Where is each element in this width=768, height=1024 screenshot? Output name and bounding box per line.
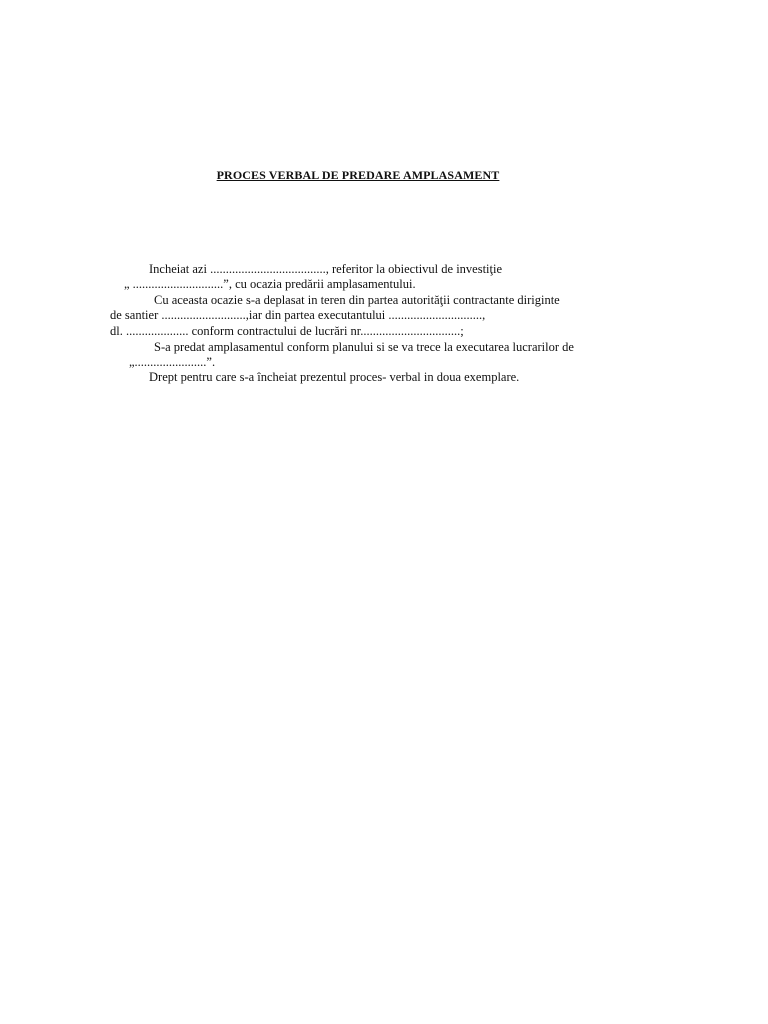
body-line: „.......................”. [129,355,216,369]
body-line: S-a predat amplasamentul conform planului si se va trece la executarea lucrarilor de [154,340,574,354]
body-line: dl. .................... conform contractului de lucrări nr................................; [110,324,464,338]
body-line: „ .............................”, cu ocazia predării amplasamentului. [124,277,416,291]
body-line: de santier ...........................,iar din partea executantului .............................., [110,308,486,322]
body-line: Cu aceasta ocazie s-a deplasat in teren din partea autorităţii contractante diriginte [154,293,560,307]
document-title: PROCES VERBAL DE PREDARE AMPLASAMENT [216,168,500,182]
body-line: Incheiat azi ....................................., referitor la obiectivul de investiţie [149,262,503,276]
body-line: Drept pentru care s-a încheiat prezentul proces- verbal in doua exemplare. [149,370,520,384]
